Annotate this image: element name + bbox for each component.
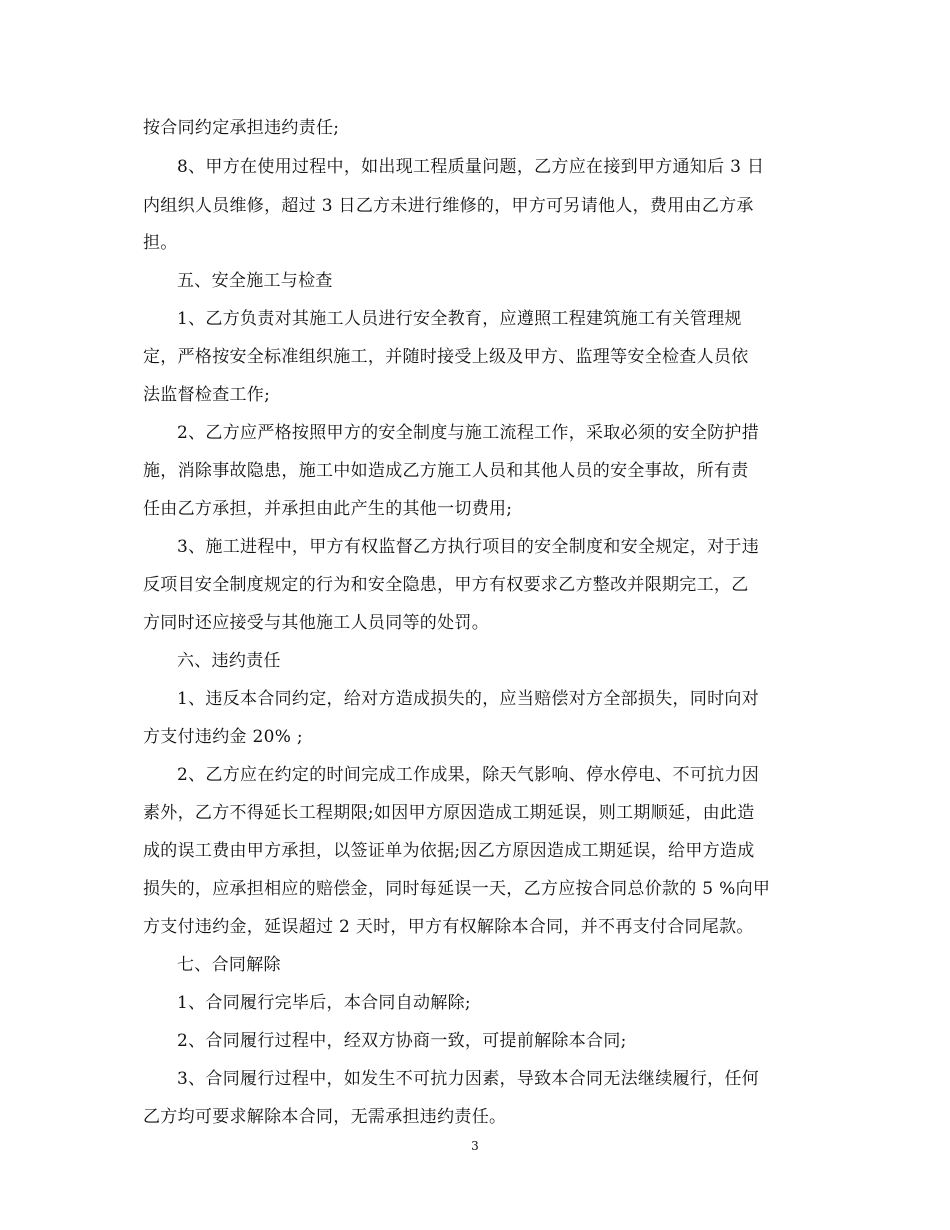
- text-line: 1、乙方负责对其施工人员进行安全教育，应遵照工程建筑施工有关管理规: [177, 309, 742, 329]
- text-line: 2、乙方应在约定的时间完成工作成果，除天气影响、停水停电、不可抗力因: [177, 765, 760, 785]
- text-line: 方支付违约金，延误超过 2 天时，甲方有权解除本合同，并不再支付合同尾款。: [143, 917, 754, 937]
- text-line: 3、施工进程中，甲方有权监督乙方执行项目的安全制度和安全规定，对于违: [177, 537, 760, 557]
- text-line: 内组织人员维修，超过 3 日乙方未进行维修的，甲方可另请他人，费用由乙方承: [143, 196, 754, 216]
- text-line: 1、违反本合同约定，给对方造成损失的，应当赔偿对方全部损失，同时向对: [177, 689, 760, 709]
- text-line: 1、合同履行完毕后，本合同自动解除;: [177, 993, 471, 1013]
- text-line: 成的误工费由甲方承担，以签证单为依据;因乙方原因造成工期延误，给甲方造成: [143, 841, 755, 861]
- text-line: 定，严格按安全标准组织施工，并随时接受上级及甲方、监理等安全检查人员依: [143, 347, 749, 367]
- text-line: 素外，乙方不得延长工程期限;如因甲方原因造成工期延误，则工期顺延，由此造: [143, 803, 755, 823]
- text-line: 2、合同履行过程中，经双方协商一致，可提前解除本合同;: [177, 1031, 627, 1051]
- text-line: 8、甲方在使用过程中，如出现工程质量问题，乙方应在接到甲方通知后 3 日: [177, 157, 765, 177]
- section-heading: 六、违约责任: [177, 651, 281, 671]
- text-line: 方支付违约金 20% ;: [143, 727, 303, 747]
- text-line: 损失的，应承担相应的赔偿金，同时每延误一天，乙方应按合同总价款的 5 %向甲: [143, 879, 771, 899]
- text-line: 反项目安全制度规定的行为和安全隐患，甲方有权要求乙方整改并限期完工，乙: [143, 575, 749, 595]
- text-line: 按合同约定承担违约责任;: [143, 118, 340, 138]
- text-line: 2、乙方应严格按照甲方的安全制度与施工流程工作，采取必须的安全防护措: [177, 423, 760, 443]
- page-number: 3: [471, 1139, 479, 1153]
- section-heading: 五、安全施工与检查: [177, 271, 333, 291]
- text-line: 法监督检查工作;: [143, 385, 271, 405]
- text-line: 担。: [143, 233, 178, 253]
- text-line: 3、合同履行过程中，如发生不可抗力因素，导致本合同无法继续履行，任何: [177, 1069, 760, 1089]
- section-heading: 七、合同解除: [177, 955, 281, 975]
- text-line: 任由乙方承担，并承担由此产生的其他一切费用;: [143, 499, 513, 519]
- text-line: 方同时还应接受与其他施工人员同等的处罚。: [143, 613, 489, 633]
- text-line: 乙方均可要求解除本合同，无需承担违约责任。: [143, 1107, 507, 1127]
- text-line: 施，消除事故隐患，施工中如造成乙方施工人员和其他人员的安全事故，所有责: [143, 461, 749, 481]
